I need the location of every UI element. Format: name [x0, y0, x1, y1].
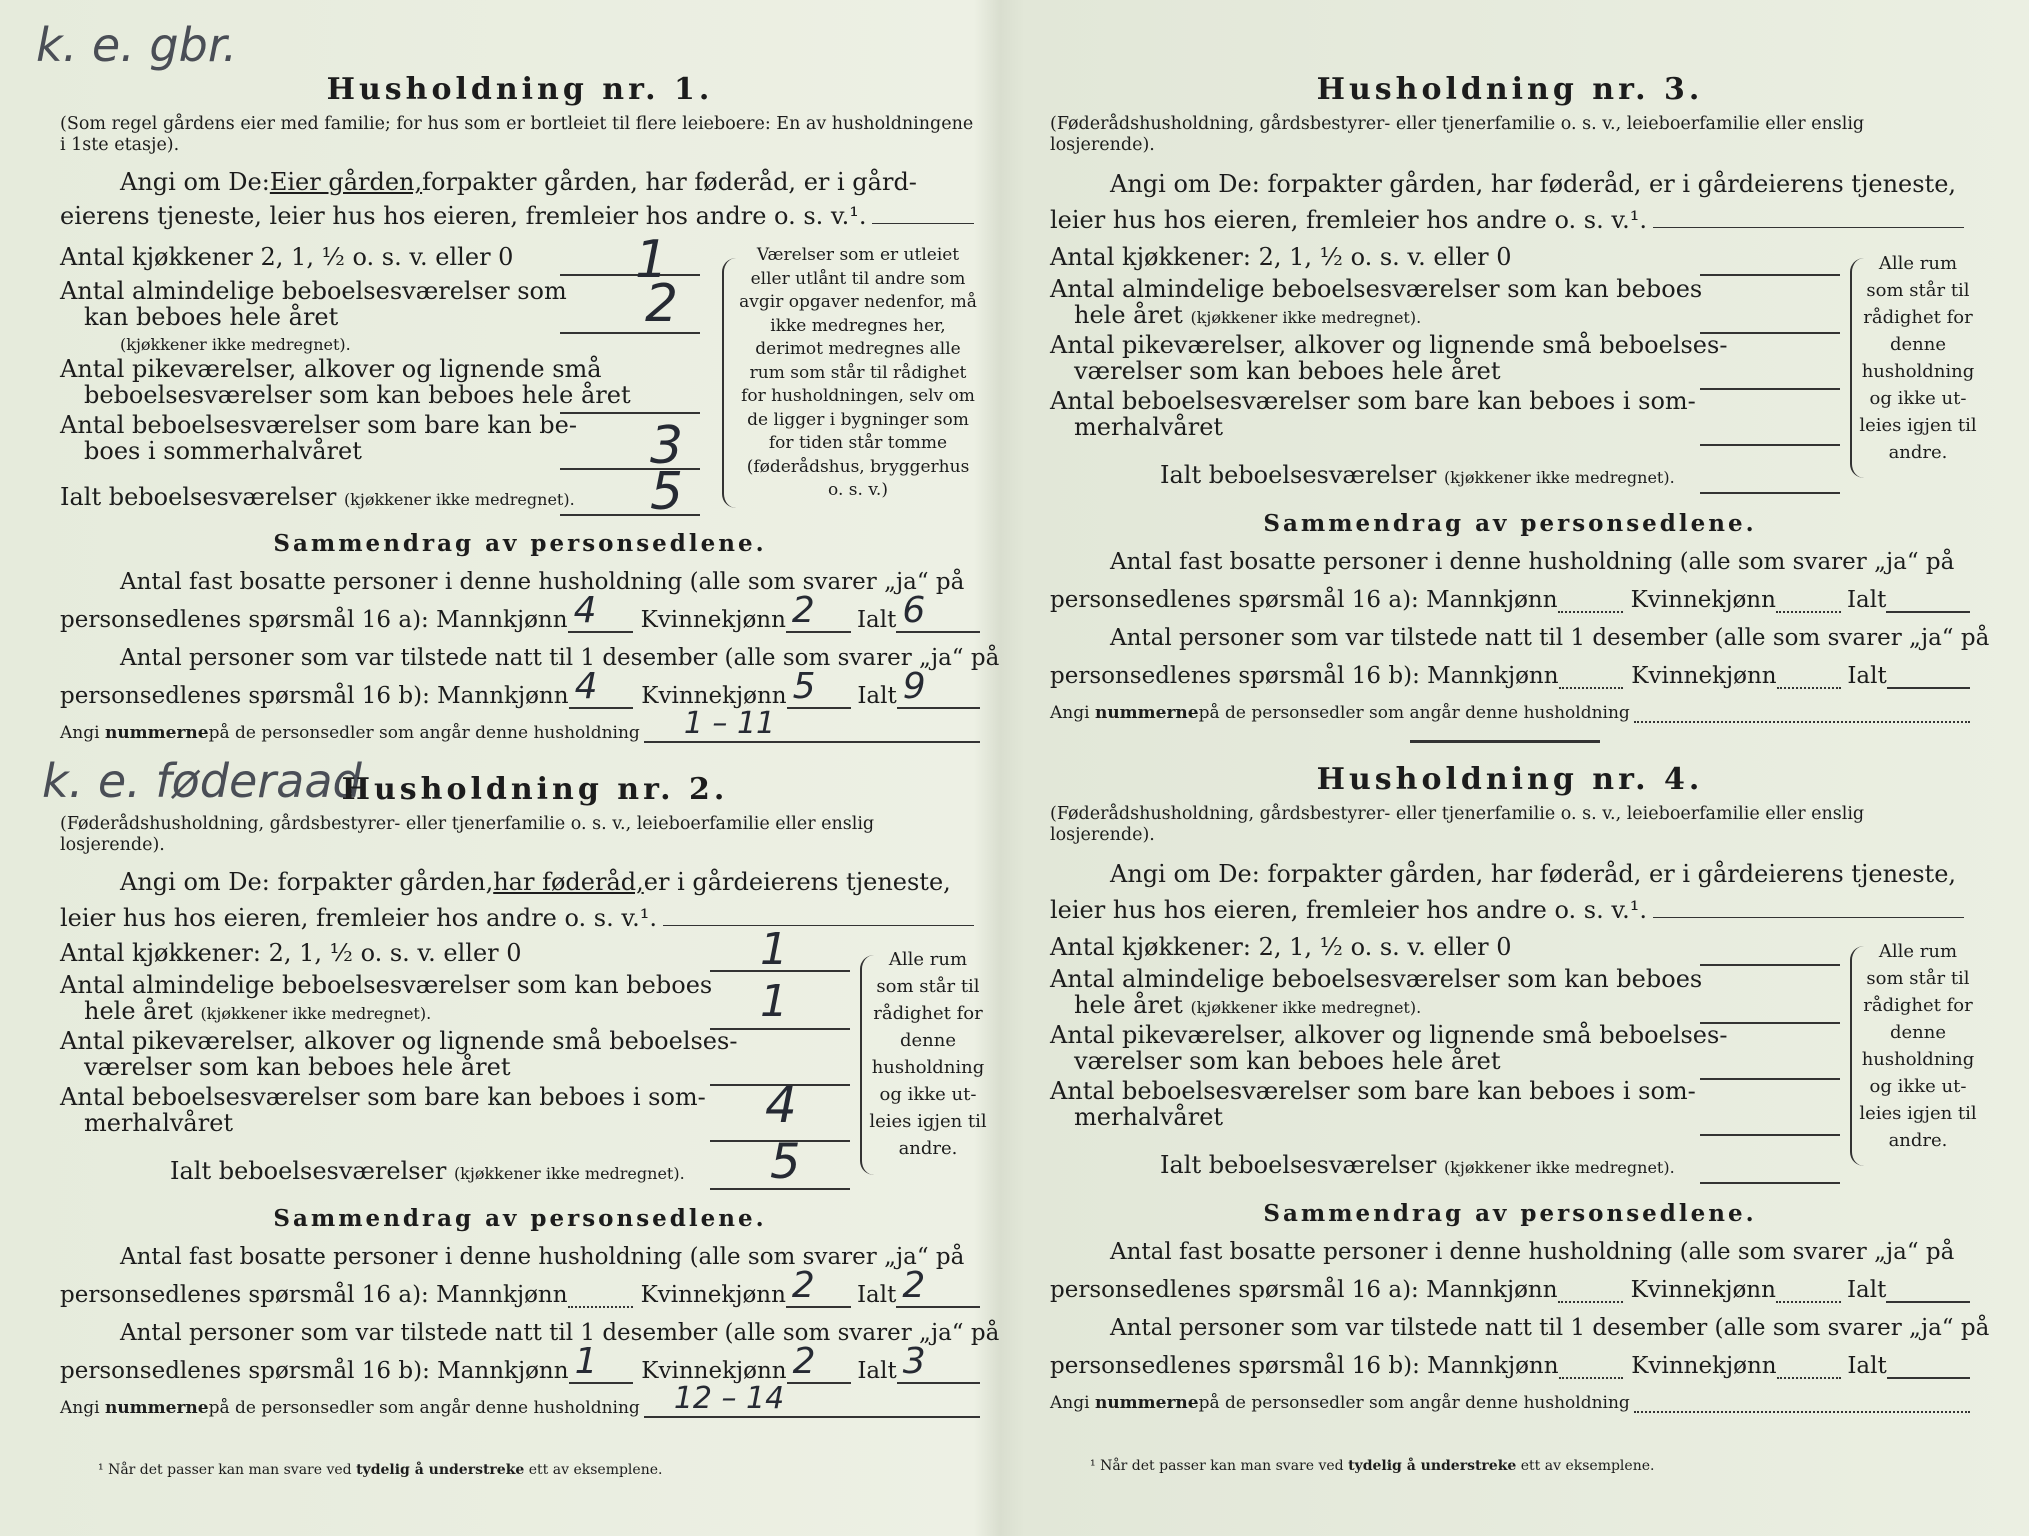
summary-s2a-text: Antal personer som var tilstede natt til 1 desember (alle som svarer „ja“ på	[1110, 625, 1990, 651]
row-rooms-note: (kjøkkener ikke medregnet).	[200, 1004, 432, 1023]
angi-options-cont: leier hus hos eieren, fremleier hos andre o. s. v.¹.	[60, 904, 657, 932]
row-rooms-b	[1050, 302, 1854, 331]
present-total-field[interactable]	[1887, 1341, 1970, 1379]
row-kitchens-label: Antal kjøkkener: 2, 1, ½ o. s. v. eller 0	[1050, 933, 1512, 961]
summary-s1a	[60, 557, 980, 595]
margin-note-h2: k. e. føderaad	[42, 754, 362, 808]
resident-female-value: 2	[791, 590, 815, 631]
num-bold: nummerne	[1094, 1393, 1199, 1413]
resident-male-field[interactable]	[1558, 1265, 1623, 1303]
ialt-label: Ialt	[856, 1282, 897, 1308]
kvinne-label: Kvinnekjønn	[640, 1282, 786, 1308]
row-rooms-b	[60, 304, 724, 330]
numbers-value: 12 – 14	[673, 1381, 785, 1416]
summary-s2a	[60, 633, 1000, 671]
household-3-rooms	[1050, 244, 1830, 494]
summary-s1a	[1050, 537, 1970, 575]
ialt-label: Ialt	[1846, 587, 1887, 613]
household-4-note: Alle rum som står til rådighet for denne husholdning og ikke utleies igjen til andre.	[1859, 941, 1977, 1151]
row-total-rooms	[60, 1158, 950, 1187]
present-female-field[interactable]	[787, 1341, 852, 1384]
resident-female-value: 2	[791, 1265, 815, 1306]
footnote-bold: tydelig å understreke	[1348, 1458, 1517, 1474]
summary-s2b-text: personsedlenes spørsmål 16 b): Mannkjønn	[60, 683, 569, 709]
resident-female-field[interactable]	[1776, 1265, 1841, 1303]
summary-s1b	[1050, 575, 1970, 613]
ialt-label: Ialt	[1846, 1277, 1887, 1303]
row-summer-rooms-label: Antal beboelsesværelser som bare kan beboes i som-	[1050, 1077, 1696, 1105]
row-small-rooms-label: Antal pikeværelser, alkover og lignende små beboelses-	[60, 1027, 738, 1055]
row-total-label: Ialt beboelsesværelser	[170, 1157, 447, 1185]
present-total-value: 3	[902, 1341, 926, 1382]
row-small-rooms-label: Antal pikeværelser, alkover og lignende små	[60, 355, 602, 383]
kvinne-label: Kvinnekjønn	[1631, 663, 1777, 689]
summary-title: Sammendrag av personsedlene.	[1263, 510, 1757, 537]
summary-title: Sammendrag av personsedlene.	[273, 1205, 767, 1232]
household-2-subtitle: (Føderådshusholdning, gårdsbestyrer- eller tjenerfamilie o. s. v., leieboerfamilie eller enslig losjerende).	[60, 814, 875, 855]
num-label: Angi	[60, 723, 100, 743]
summary-s2b	[1050, 1341, 1970, 1379]
row-summer-rooms	[1050, 1078, 1830, 1104]
household-3-note: Alle rum som står til rådighet for denne husholdning og ikke utleies igjen til andre.	[1859, 253, 1977, 463]
row-kitchens	[1050, 244, 1830, 270]
row-total-note: (kjøkkener ikke medregnet).	[1443, 1158, 1675, 1177]
row-total-rooms	[1050, 1152, 1940, 1181]
summary-s2b	[60, 1341, 980, 1384]
row-total-label: Ialt beboelsesværelser	[1160, 1151, 1437, 1179]
row-summer-rooms-b	[1050, 414, 1854, 440]
household-2-summary	[60, 1205, 1000, 1418]
household-4-status-line-2	[1050, 888, 1970, 924]
row-rooms-b	[60, 998, 864, 1027]
household-1-status-line-2	[60, 196, 980, 230]
summary-s1b-text: personsedlenes spørsmål 16 a): Mannkjønn	[1050, 1277, 1558, 1303]
status-foderad-underlined: har føderåd,	[493, 868, 644, 896]
section-divider	[1410, 740, 1600, 743]
summary-s1b-text: personsedlenes spørsmål 16 a): Mannkjønn	[60, 607, 568, 633]
resident-female-field[interactable]	[786, 590, 851, 633]
household-4-title: Husholdning nr. 4.	[1316, 762, 1704, 797]
summary-s2a	[60, 1308, 1000, 1346]
summary-numbers	[60, 1381, 980, 1418]
status-fill	[872, 223, 974, 224]
present-male-field[interactable]	[569, 666, 634, 709]
angi-label: Angi om De: forpakter gården, har føderåd, er i gårdeierens tjeneste,	[1110, 170, 1957, 198]
num-rest: på de personsedler som angår denne husholdning	[208, 1398, 640, 1418]
resident-female-field[interactable]	[1776, 575, 1841, 613]
ialt-label: Ialt	[857, 1358, 897, 1384]
row-summer-rooms	[60, 412, 700, 438]
row-kitchens	[60, 244, 700, 270]
status-fill	[1653, 227, 1964, 228]
row-small-rooms	[1050, 332, 1830, 358]
summary-title: Sammendrag av personsedlene.	[1263, 1200, 1757, 1227]
summary-s2b	[1050, 651, 1970, 689]
summary-s1a-text: Antal fast bosatte personer i denne husholdning (alle som svarer „ja“ på	[1110, 549, 1955, 575]
summary-s1a	[1050, 1227, 1970, 1265]
household-2	[60, 770, 980, 932]
row-rooms	[1050, 276, 1830, 302]
angi-label: Angi om De: forpakter gården,	[120, 868, 494, 896]
household-3-title: Husholdning nr. 3.	[1316, 72, 1704, 107]
present-male-field[interactable]	[1559, 1341, 1624, 1379]
row-rooms-note: (kjøkkener ikke medregnet).	[1190, 998, 1422, 1017]
household-4	[1050, 760, 1970, 924]
row-small-rooms-b	[60, 1054, 864, 1080]
row-summer-rooms-b	[60, 1110, 864, 1136]
household-2-status-line-2	[60, 896, 980, 932]
note-brace	[722, 258, 736, 508]
row-summer-rooms-label-b: boes i sommerhalvåret	[84, 437, 362, 465]
row-small-rooms	[60, 1028, 840, 1054]
present-female-value: 2	[792, 1341, 816, 1382]
row-rooms-label: Antal almindelige beboelsesværelser som kan beboes	[1050, 275, 1703, 303]
present-male-value: 1	[574, 1341, 598, 1382]
household-1	[60, 70, 980, 230]
summary-s1a-text: Antal fast bosatte personer i denne husholdning (alle som svarer „ja“ på	[1110, 1239, 1955, 1265]
kvinne-label: Kvinnekjønn	[640, 607, 786, 633]
angi-options: forpakter gården, har føderåd, er i gård-	[422, 168, 917, 196]
present-female-field[interactable]	[787, 666, 852, 709]
row-rooms-label: Antal almindelige beboelsesværelser som kan beboes	[60, 971, 713, 999]
household-3-subtitle: (Føderådshusholdning, gårdsbestyrer- eller tjenerfamilie o. s. v., leieboerfamilie eller enslig losjerende).	[1050, 114, 1865, 155]
resident-male-value: 4	[573, 590, 597, 631]
num-rest: på de personsedler som angår denne husholdning	[1198, 1393, 1630, 1413]
angi-label: Angi om De:	[120, 168, 270, 196]
resident-total-field[interactable]	[896, 590, 980, 633]
kvinne-label: Kvinnekjønn	[1630, 1277, 1776, 1303]
ans-kitchens-line	[560, 272, 700, 276]
row-rooms-note: (kjøkkener ikke medregnet).	[120, 335, 351, 354]
household-3	[1050, 70, 1970, 234]
right-page	[1050, 0, 1990, 1536]
resident-total-field[interactable]	[1886, 1265, 1970, 1303]
present-male-value: 4	[574, 666, 598, 707]
row-rooms-label-b: hele året	[1074, 991, 1183, 1019]
summary-s2b-text: personsedlenes spørsmål 16 b): Mannkjønn	[60, 1358, 569, 1384]
row-kitchens-label: Antal kjøkkener: 2, 1, ½ o. s. v. eller 0	[60, 939, 522, 967]
num-rest: på de personsedler som angår denne husholdning	[1198, 703, 1630, 723]
resident-male-field[interactable]	[568, 590, 633, 633]
ans-summer-rooms-line	[1700, 1132, 1840, 1136]
summary-s1b	[60, 590, 980, 633]
angi-options: er i gårdeierens tjeneste,	[643, 868, 951, 896]
row-summer-rooms-label-b: merhalvåret	[1074, 1103, 1224, 1131]
footnote	[1090, 1458, 1654, 1474]
row-total-note: (kjøkkener ikke medregnet).	[1443, 468, 1675, 487]
row-small-rooms-label-b: værelser som kan beboes hele året	[1074, 1047, 1501, 1075]
household-1-title: Husholdning nr. 1.	[326, 72, 714, 107]
row-rooms	[60, 278, 700, 304]
household-1-summary	[60, 530, 1000, 743]
row-total-note: (kjøkkener ikke medregnet).	[453, 1164, 685, 1183]
row-small-rooms-label: Antal pikeværelser, alkover og lignende små beboelses-	[1050, 1021, 1728, 1049]
household-3-summary	[1050, 510, 1990, 723]
row-rooms-label: Antal almindelige beboelsesværelser som kan beboes	[1050, 965, 1703, 993]
footnote-text: ¹ Når det passer kan man svare ved	[98, 1462, 357, 1478]
summary-numbers	[60, 706, 980, 743]
ans-total-rooms: 5	[770, 1134, 801, 1190]
ans-total-line	[1700, 490, 1840, 494]
row-summer-rooms-b	[1050, 1104, 1854, 1130]
present-female-field[interactable]	[1777, 1341, 1842, 1379]
ans-total-line	[1700, 1180, 1840, 1184]
num-label: Angi	[60, 1398, 100, 1418]
num-bold: nummerne	[1094, 703, 1199, 723]
row-total-label: Ialt beboelsesværelser	[60, 483, 337, 511]
resident-male-field[interactable]	[1558, 575, 1623, 613]
row-summer-rooms	[1050, 388, 1830, 414]
kvinne-label: Kvinnekjønn	[641, 1358, 787, 1384]
summary-s2b-text: personsedlenes spørsmål 16 b): Mannkjønn	[1050, 663, 1559, 689]
numbers-value: 1 – 11	[683, 706, 776, 741]
row-summer-rooms-label-b: merhalvåret	[84, 1109, 234, 1137]
status-fill	[1653, 917, 1964, 918]
summary-numbers	[1050, 1379, 1970, 1413]
kvinne-label: Kvinnekjønn	[1630, 587, 1776, 613]
summary-s2a	[1050, 613, 1990, 651]
ans-rooms-line	[560, 330, 700, 334]
num-rest: på de personsedler som angår denne husholdning	[208, 723, 640, 743]
household-2-note: Alle rum som står til rådighet for denne husholdning og ikke utleies igjen til andre.	[869, 949, 987, 1159]
household-4-subtitle: (Føderådshusholdning, gårdsbestyrer- eller tjenerfamilie o. s. v., leieboerfamilie eller enslig losjerende).	[1050, 804, 1865, 845]
ans-total-rooms: 5	[650, 462, 684, 522]
household-4-status-line	[1050, 852, 1970, 888]
resident-total-field[interactable]	[896, 1265, 980, 1308]
household-4-rooms	[1050, 934, 1830, 1184]
row-small-rooms-label-b: værelser som kan beboes hele året	[84, 1053, 511, 1081]
summary-s2a-text: Antal personer som var tilstede natt til 1 desember (alle som svarer „ja“ på	[120, 645, 1000, 671]
summary-s1a-text: Antal fast bosatte personer i denne husholdning (alle som svarer „ja“ på	[120, 1244, 965, 1270]
row-rooms-note: (kjøkkener ikke medregnet).	[1190, 308, 1422, 327]
row-summer-rooms-b	[60, 438, 724, 464]
household-4-summary	[1050, 1200, 1990, 1413]
row-small-rooms-label-b: beboelsesværelser som kan beboes hele året	[84, 381, 631, 409]
kvinne-label: Kvinnekjønn	[1631, 1353, 1777, 1379]
summary-s1b-text: personsedlenes spørsmål 16 a): Mannkjønn	[1050, 587, 1558, 613]
angi-options-cont: eierens tjeneste, leier hus hos eieren, fremleier hos andre o. s. v.¹.	[60, 202, 867, 230]
angi-options-cont: leier hus hos eieren, fremleier hos andre o. s. v.¹.	[1050, 206, 1647, 234]
ans-rooms: 1	[760, 976, 788, 1027]
household-1-status-line	[60, 162, 980, 196]
household-2-status-line	[60, 860, 980, 896]
present-male-field[interactable]	[569, 1341, 634, 1384]
summary-s1b	[60, 1265, 980, 1308]
household-3-status-line-2	[1050, 198, 1970, 234]
kvinne-label: Kvinnekjønn	[641, 683, 787, 709]
margin-note-top: k. e. gbr.	[36, 18, 238, 72]
row-small-rooms-b	[60, 382, 724, 408]
ialt-label: Ialt	[1847, 663, 1887, 689]
household-1-subtitle: (Som regel gårdens eier med familie; for hus som er bortleiet til flere leieboere: En av husholdningene i 1ste etasje).	[60, 114, 974, 155]
row-kitchens-label: Antal kjøkkener: 2, 1, ½ o. s. v. eller 0	[1050, 243, 1512, 271]
summary-s2b	[60, 666, 980, 709]
present-female-field[interactable]	[1777, 651, 1842, 689]
row-total-label: Ialt beboelsesværelser	[1160, 461, 1437, 489]
row-rooms	[1050, 966, 1830, 992]
resident-male-field[interactable]	[568, 1270, 633, 1308]
present-total-value: 9	[902, 666, 926, 707]
footnote-text-end: ett av eksemplene.	[524, 1462, 663, 1478]
present-total-field[interactable]	[897, 1341, 980, 1384]
row-rooms-label-b: hele året	[1074, 301, 1183, 329]
resident-total-value: 2	[902, 1265, 926, 1306]
summary-s1a	[60, 1232, 980, 1270]
footnote	[98, 1462, 662, 1478]
numbers-field[interactable]	[1634, 691, 1970, 723]
summary-title: Sammendrag av personsedlene.	[273, 530, 767, 557]
summary-s1b	[1050, 1265, 1970, 1303]
numbers-field[interactable]	[1634, 1381, 1970, 1413]
summary-s2a	[1050, 1303, 1990, 1341]
ialt-label: Ialt	[1847, 1353, 1887, 1379]
household-1-note: Værelser som er utleiet eller utlånt til andre som avgir opgaver nedenfor, må ikke medregnes her, derimot medregnes alle rum som står til rådighet for husholdningen, selv om de ligger i bygninger som for tiden står tomme (føderådshus, bryggerhus o. s. v.)	[739, 245, 977, 500]
summary-s1a-text: Antal fast bosatte personer i denne husholdning (alle som svarer „ja“ på	[120, 569, 965, 595]
num-label: Angi	[1050, 1393, 1090, 1413]
present-total-field[interactable]	[1887, 651, 1970, 689]
angi-options-cont: leier hus hos eieren, fremleier hos andre o. s. v.¹.	[1050, 896, 1647, 924]
household-1-rooms	[60, 230, 700, 522]
resident-female-field[interactable]	[786, 1265, 851, 1308]
household-2-title: Husholdning nr. 2.	[341, 772, 729, 807]
present-total-field[interactable]	[897, 666, 980, 709]
status-eier-underlined: Eier gården,	[269, 168, 423, 196]
footnote-text-end: ett av eksemplene.	[1516, 1458, 1655, 1474]
row-rooms	[60, 972, 840, 998]
row-small-rooms-label-b: værelser som kan beboes hele året	[1074, 357, 1501, 385]
row-kitchens-label: Antal kjøkkener 2, 1, ½ o. s. v. eller 0	[60, 243, 514, 271]
ialt-label: Ialt	[856, 607, 897, 633]
row-total-note: (kjøkkener ikke medregnet).	[343, 490, 575, 509]
summary-s1b-text: personsedlenes spørsmål 16 a): Mannkjønn	[60, 1282, 568, 1308]
row-summer-rooms	[60, 1084, 840, 1110]
row-summer-rooms-label: Antal beboelsesværelser som bare kan beboes i som-	[1050, 387, 1696, 415]
summary-numbers	[1050, 689, 1970, 723]
ans-rooms: 2	[645, 274, 679, 334]
footnote-text: ¹ Når det passer kan man svare ved	[1090, 1458, 1349, 1474]
numbers-field[interactable]	[644, 706, 980, 743]
row-small-rooms	[60, 356, 700, 382]
row-kitchens	[60, 940, 840, 966]
ans-kitchens: 1	[635, 230, 669, 290]
summary-s2a-text: Antal personer som var tilstede natt til 1 desember (alle som svarer „ja“ på	[120, 1320, 1000, 1346]
row-summer-rooms-label: Antal beboelsesværelser som bare kan beboes i som-	[60, 1083, 706, 1111]
row-summer-rooms-label: Antal beboelsesværelser som bare kan be-	[60, 411, 577, 439]
footnote-bold: tydelig å understreke	[356, 1462, 525, 1478]
status-fill	[663, 925, 974, 926]
household-2-rooms	[60, 924, 840, 1190]
num-bold: nummerne	[104, 723, 209, 743]
row-kitchens	[1050, 934, 1830, 960]
summary-s2b-text: personsedlenes spørsmål 16 b): Mannkjønn	[1050, 1353, 1559, 1379]
row-rooms-label-b: hele året	[84, 997, 193, 1025]
row-small-rooms-label: Antal pikeværelser, alkover og lignende små beboelses-	[1050, 331, 1728, 359]
ans-summer-rooms: 4	[765, 1076, 797, 1134]
ans-kitchens: 1	[760, 924, 788, 975]
row-small-rooms-b	[1050, 358, 1854, 384]
ans-summer-rooms: 3	[650, 416, 684, 476]
row-rooms-b	[1050, 992, 1854, 1021]
row-small-rooms	[1050, 1022, 1830, 1048]
num-bold: nummerne	[104, 1398, 209, 1418]
numbers-field[interactable]	[644, 1381, 980, 1418]
ans-summer-rooms-line	[1700, 442, 1840, 446]
row-total-rooms	[1050, 462, 1940, 491]
resident-total-field[interactable]	[1886, 575, 1970, 613]
resident-total-value: 6	[902, 590, 926, 631]
angi-label: Angi om De: forpakter gården, har føderåd, er i gårdeierens tjeneste,	[1110, 860, 1957, 888]
present-female-value: 5	[792, 666, 816, 707]
num-label: Angi	[1050, 703, 1090, 723]
row-rooms-label: Antal almindelige beboelsesværelser som	[60, 277, 567, 305]
left-page	[36, 0, 1000, 1536]
present-male-field[interactable]	[1559, 651, 1624, 689]
ialt-label: Ialt	[857, 683, 897, 709]
row-small-rooms-b	[1050, 1048, 1854, 1074]
row-total-rooms	[60, 484, 700, 513]
summary-s2a-text: Antal personer som var tilstede natt til 1 desember (alle som svarer „ja“ på	[1110, 1315, 1990, 1341]
row-rooms-label-b: kan beboes hele året	[84, 303, 339, 331]
row-summer-rooms-label-b: merhalvåret	[1074, 413, 1224, 441]
household-3-status-line	[1050, 162, 1970, 198]
